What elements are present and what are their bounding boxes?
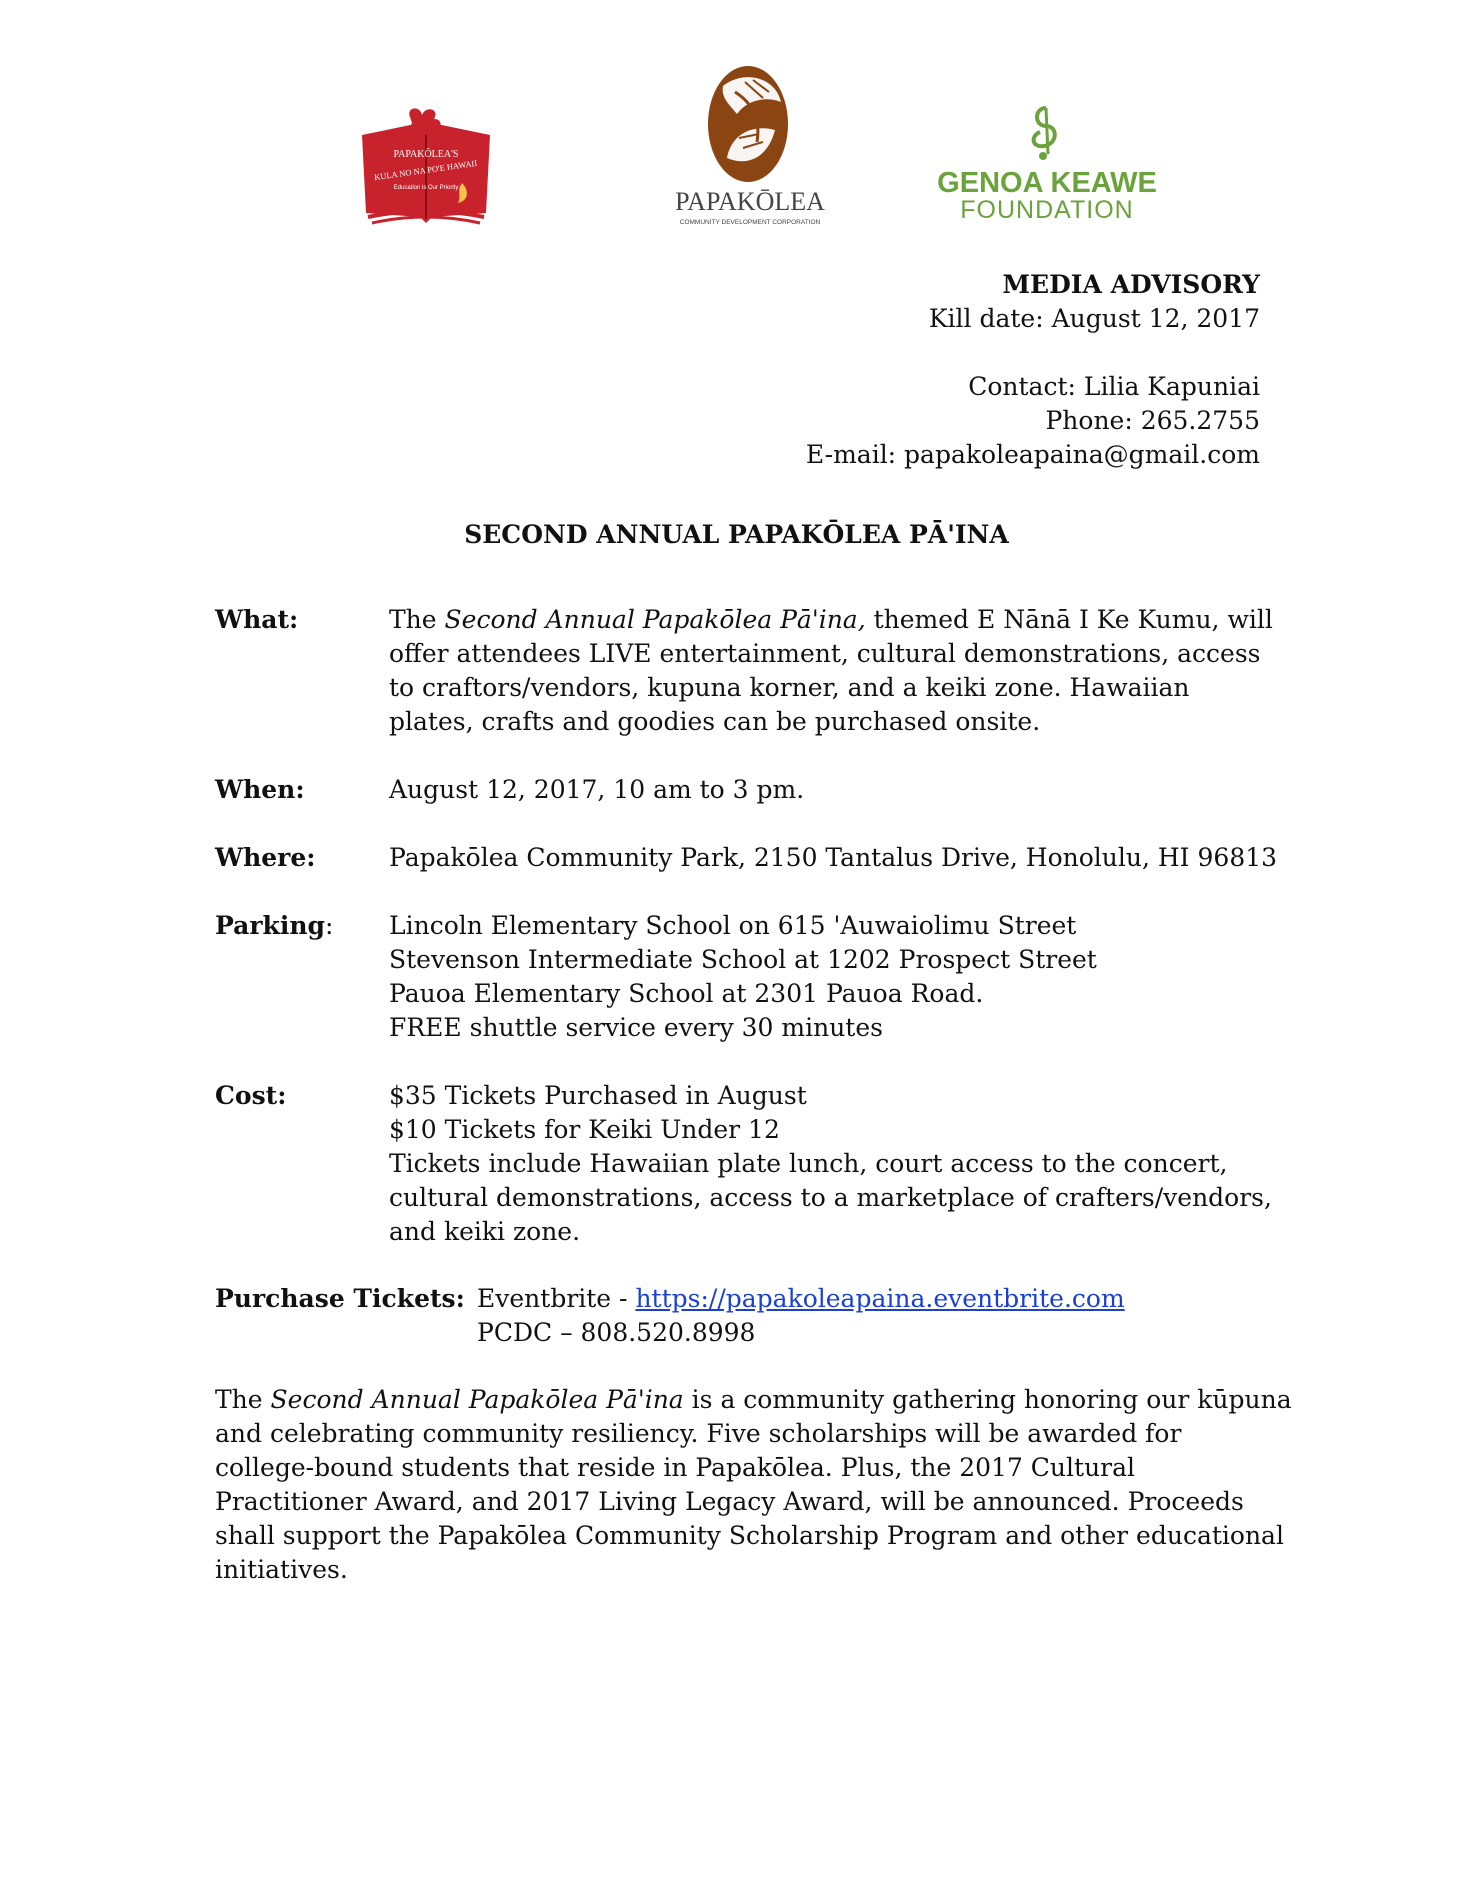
what-label: What: <box>215 605 299 634</box>
kill-date: Kill date: August 12, 2017 <box>928 304 1260 333</box>
cost-line-3: Tickets include Hawaiian plate lunch, court access to the concert, <box>389 1149 1228 1178</box>
closing-line-5: shall support the Papakōlea Community Scholarship Program and other educational <box>215 1521 1284 1550</box>
parking-line-3: Pauoa Elementary School at 2301 Pauoa Road. <box>389 979 984 1008</box>
what-line-4: plates, crafts and goodies can be purchased onsite. <box>389 707 1041 736</box>
closing-line-3: college-bound students that reside in Papakōlea. Plus, the 2017 Cultural <box>215 1453 1136 1482</box>
genoa-logo-line2: FOUNDATION <box>960 196 1134 224</box>
parking-label: Parking: <box>215 911 334 940</box>
purchase-label: Purchase Tickets: <box>215 1284 465 1313</box>
contact-phone: Phone: 265.2755 <box>1045 406 1260 435</box>
papakolea-cdc-logo <box>665 62 835 230</box>
contact-name: Contact: Lilia Kapuniai <box>968 372 1260 401</box>
eventbrite-link[interactable]: https://papakoleapaina.eventbrite.com <box>635 1284 1125 1313</box>
genoa-logo-line1: GENOA KEAWE <box>937 167 1157 199</box>
kula-logo-small: Education is Our Priority <box>393 185 459 191</box>
papakolea-logo-sub: COMMUNITY DEVELOPMENT CORPORATION <box>679 219 821 226</box>
closing-paragraph <box>215 1383 1292 1587</box>
advisory-block <box>806 268 1260 472</box>
parking-line-1: Lincoln Elementary School on 615 'Auwaiolimu Street <box>389 911 1077 940</box>
kula-logo-line2: KULA NO NA PO'E HAWAII <box>373 157 478 183</box>
where-label: Where: <box>215 843 316 872</box>
when-label: When: <box>215 775 305 804</box>
closing-line-4: Practitioner Award, and 2017 Living Legacy Award, will be announced. Proceeds <box>215 1487 1244 1516</box>
where-value: Papakōlea Community Park, 2150 Tantalus Drive, Honolulu, HI 96813 <box>389 843 1278 872</box>
advisory-title: MEDIA ADVISORY <box>1002 270 1260 299</box>
eventbrite-line: Eventbrite - https://papakoleapaina.eventbrite.com <box>477 1284 1125 1313</box>
closing-line-1: The Second Annual Papakōlea Pā'ina is a community gathering honoring our kūpuna <box>215 1385 1292 1414</box>
closing-line-2: and celebrating community resiliency. Five scholarships will be awarded for <box>215 1419 1182 1448</box>
what-line-3: to craftors/vendors, kupuna korner, and a keiki zone. Hawaiian <box>389 673 1190 702</box>
closing-line-6: initiatives. <box>215 1555 348 1584</box>
parking-line-4: FREE shuttle service every 30 minutes <box>389 1013 883 1042</box>
what-line-2: offer attendees LIVE entertainment, cultural demonstrations, access <box>389 639 1261 668</box>
cost-line-4: cultural demonstrations, access to a marketplace of crafters/vendors, <box>389 1183 1272 1212</box>
cost-line-5: and keiki zone. <box>389 1217 581 1246</box>
papakolea-logo-name: PAPAKŌLEA <box>675 187 825 216</box>
parking-line-2: Stevenson Intermediate School at 1202 Prospect Street <box>389 945 1097 974</box>
kula-logo-line1: PAPAKŌLEA'S <box>393 149 459 160</box>
genoa-keawe-foundation-logo <box>937 100 1157 225</box>
page-title: SECOND ANNUAL PAPAKŌLEA PĀ'INA <box>464 520 1009 549</box>
what-line-1: The Second Annual Papakōlea Pā'ina, themed E Nānā I Ke Kumu, will <box>389 605 1273 634</box>
cost-line-1: $35 Tickets Purchased in August <box>389 1081 807 1110</box>
when-value: August 12, 2017, 10 am to 3 pm. <box>389 775 805 804</box>
kula-no-na-poe-hawaii-logo <box>350 105 502 233</box>
cost-label: Cost: <box>215 1081 287 1110</box>
pcdc-phone: PCDC – 808.520.8998 <box>477 1318 756 1347</box>
contact-email: E-mail: papakoleapaina@gmail.com <box>805 440 1260 469</box>
cost-line-2: $10 Tickets for Keiki Under 12 <box>389 1115 780 1144</box>
